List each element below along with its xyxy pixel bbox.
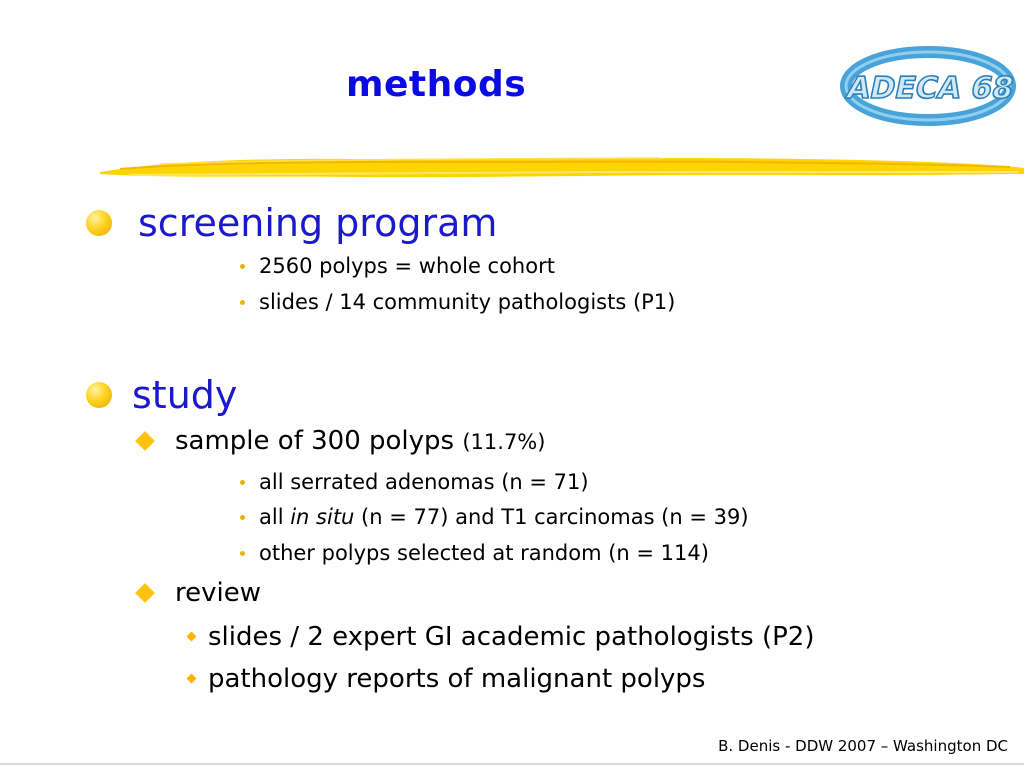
screening-item-text: 2560 polyps = whole cohort xyxy=(259,254,555,278)
insitu-suffix: (n = 77) and T1 carcinomas (n = 39) xyxy=(354,505,749,529)
sample-item-text xyxy=(259,507,749,528)
footer-divider xyxy=(0,763,1024,765)
sample-item-text: other polyps selected at random (n = 114) xyxy=(259,541,709,565)
diamond-bullet-icon xyxy=(135,431,155,451)
dot-bullet-icon xyxy=(240,515,245,520)
sample-label: sample of 300 polyps xyxy=(175,426,455,456)
review-item-text: slides / 2 expert GI academic pathologists (P2) xyxy=(208,622,815,652)
brush-divider xyxy=(100,150,1024,186)
small-diamond-bullet-icon xyxy=(187,674,197,684)
small-diamond-bullet-icon xyxy=(187,632,197,642)
section-study-heading: study xyxy=(132,373,238,417)
adeca-logo xyxy=(838,42,1018,130)
dot-bullet-icon xyxy=(240,264,245,269)
sample-percent: (11.7%) xyxy=(462,430,546,454)
round-bullet-icon xyxy=(86,210,112,236)
study-sample-text xyxy=(175,428,545,454)
dot-bullet-icon xyxy=(240,551,245,556)
screening-item-text: slides / 14 community pathologists (P1) xyxy=(259,290,676,314)
review-item-text: pathology reports of malignant polyps xyxy=(208,664,706,694)
slide-title: methods xyxy=(346,64,527,105)
insitu-prefix: all xyxy=(259,505,291,529)
round-bullet-icon xyxy=(86,382,112,408)
section-screening-heading: screening program xyxy=(138,201,498,245)
study-review-label: review xyxy=(175,578,261,608)
logo-text: ADECA 68 xyxy=(843,71,1017,106)
dot-bullet-icon xyxy=(240,300,245,305)
insitu-italic: in situ xyxy=(290,505,355,529)
slide-footer: B. Denis - DDW 2007 – Washington DC xyxy=(718,737,1008,755)
diamond-bullet-icon xyxy=(135,583,155,603)
dot-bullet-icon xyxy=(240,480,245,485)
sample-item-text: all serrated adenomas (n = 71) xyxy=(259,470,589,494)
